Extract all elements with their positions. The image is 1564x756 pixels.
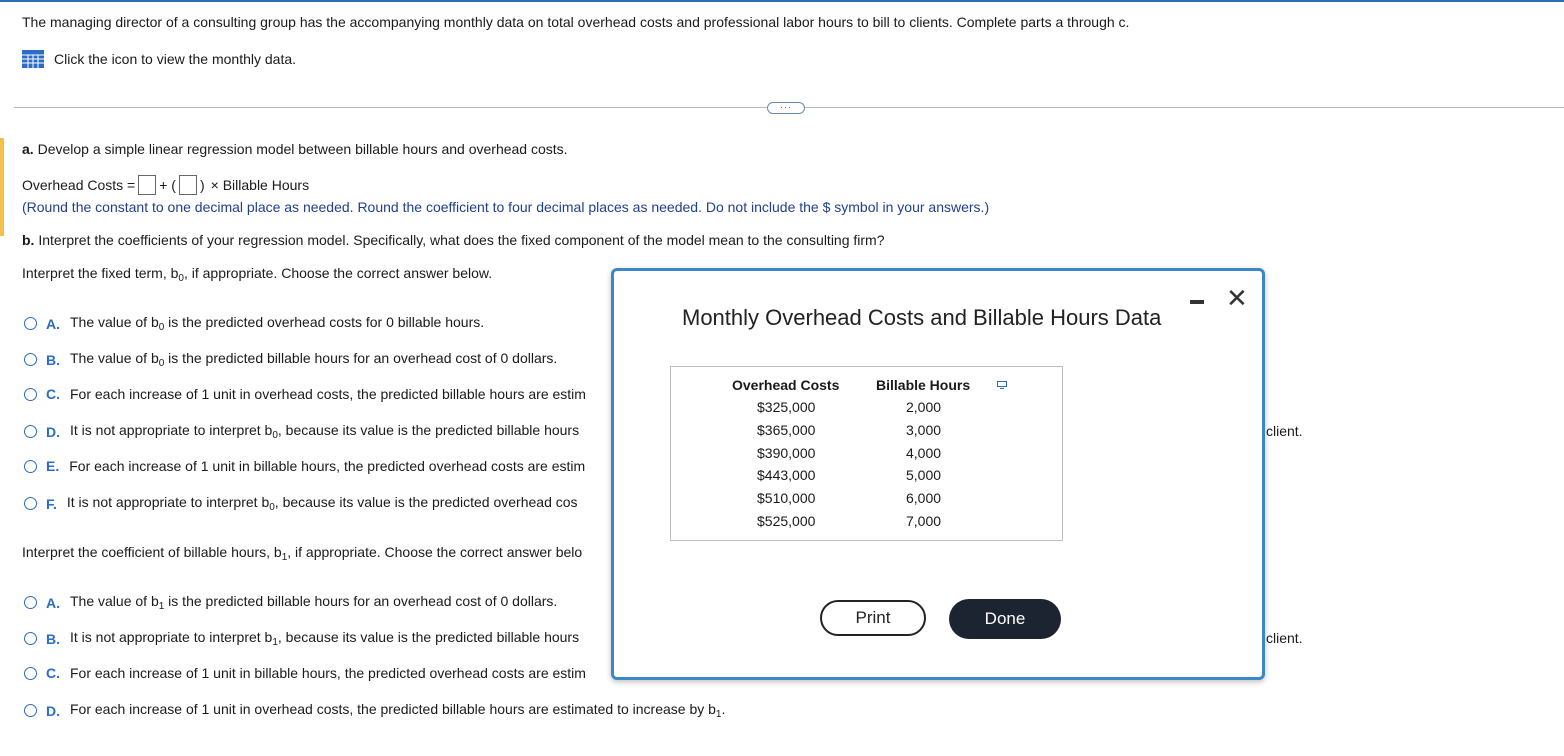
q2-prompt: [22, 544, 582, 563]
eq-plus: + (: [159, 177, 176, 193]
overhead-cost-cell: $510,000: [757, 490, 816, 507]
q2-prompt-sub: 1: [281, 552, 288, 563]
billable-hours-cell: 3,000: [906, 421, 942, 438]
option-text: [70, 350, 557, 369]
coefficient-input[interactable]: [179, 175, 197, 195]
print-button[interactable]: Print: [820, 600, 926, 636]
q2-prompt-pre: Interpret the coefficient of billable hours, b: [22, 544, 282, 560]
q1-prompt-sub: 0: [178, 273, 184, 284]
option-letter: F.: [46, 495, 57, 512]
q1-option-d-tail: client.: [1266, 423, 1303, 439]
option-text-pre: The value of b: [70, 314, 159, 330]
option-text: [70, 386, 586, 402]
option-text: [70, 629, 579, 648]
problem-intro: The managing director of a consulting group has the accompanying monthly data on total overhead costs and professional labor hours to bill to clients. Complete parts a through c.: [22, 14, 1130, 30]
option-text-pre: For each increase of 1 unit in overhead costs, the predicted billable hours are estimated to increase by b: [70, 701, 716, 717]
radio-button[interactable]: [24, 704, 37, 717]
option-subscript: 1: [715, 709, 722, 720]
part-b-text: Interpret the coefficients of your regression model. Specifically, what does the fixed component of the model mean to the consulting firm?: [38, 232, 885, 248]
option-text-pre: The value of b: [70, 350, 159, 366]
option-text-post: , because its value is the predicted billable hours: [277, 629, 580, 645]
q2-option[interactable]: [24, 629, 579, 648]
overhead-cost-cell: $443,000: [757, 467, 816, 484]
option-text-pre: For each increase of 1 unit in billable hours, the predicted overhead costs are estim: [70, 665, 586, 681]
part-b-prompt: [22, 232, 885, 248]
eq-close: ): [199, 177, 205, 193]
radio-button[interactable]: [24, 632, 37, 645]
part-a-label: a.: [22, 141, 34, 157]
option-letter: A.: [46, 594, 60, 611]
more-button[interactable]: ···: [767, 102, 805, 114]
q1-option[interactable]: [24, 314, 484, 333]
radio-button[interactable]: [24, 667, 37, 680]
option-subscript: 1: [272, 637, 278, 648]
regression-equation: [22, 175, 309, 195]
data-table: [670, 366, 1063, 541]
option-text: [69, 458, 585, 474]
option-text: [70, 701, 725, 720]
option-letter: D.: [46, 423, 60, 440]
option-text: [70, 422, 579, 441]
done-button[interactable]: Done: [949, 599, 1061, 639]
option-subscript: 0: [269, 502, 275, 513]
option-text-post: , because its value is the predicted overhead cos: [274, 494, 578, 510]
option-letter: C.: [46, 386, 60, 402]
q2-prompt-post: , if appropriate. Choose the correct answer belo: [287, 544, 583, 560]
option-letter: A.: [46, 315, 60, 332]
option-text-pre: It is not appropriate to interpret b: [70, 422, 273, 438]
option-letter: B.: [46, 351, 60, 368]
top-accent-line: [0, 0, 1564, 2]
overhead-cost-cell: $325,000: [757, 399, 816, 415]
q2-option-b-tail: client.: [1266, 630, 1303, 646]
option-text-pre: The value of b: [70, 593, 159, 609]
constant-input[interactable]: [138, 175, 156, 195]
option-text: [67, 494, 578, 513]
q1-option[interactable]: [24, 458, 585, 474]
billable-hours-cell: 6,000: [906, 490, 942, 507]
option-text-pre: It is not appropriate to interpret b: [66, 494, 270, 510]
overhead-cost-cell: $525,000: [757, 513, 816, 529]
radio-button[interactable]: [24, 388, 37, 401]
q1-prompt: [22, 265, 492, 284]
radio-button[interactable]: [24, 317, 37, 330]
monthly-data-dialog: [611, 268, 1265, 680]
rounding-note: (Round the constant to one decimal place as needed. Round the coefficient to four decimal places as needed. Do not include the $ symbol in your answers.): [22, 199, 990, 215]
radio-button[interactable]: [24, 425, 37, 438]
option-letter: B.: [46, 630, 60, 647]
eq-rhs: × Billable Hours: [210, 177, 310, 193]
option-text-post: .: [721, 701, 726, 717]
billable-hours-cell: 5,000: [906, 467, 942, 484]
option-subscript: 0: [158, 322, 165, 333]
part-a-prompt: [22, 141, 568, 157]
q1-prompt-pre: Interpret the fixed term, b: [22, 265, 179, 281]
q1-option[interactable]: [24, 350, 557, 369]
close-icon[interactable]: ✕: [1226, 283, 1248, 313]
q1-option[interactable]: [24, 386, 586, 402]
header-overhead-costs: Overhead Costs: [732, 377, 840, 393]
header-billable-hours: Billable Hours: [876, 377, 971, 393]
option-text-post: is the predicted overhead costs for 0 billable hours.: [164, 314, 485, 330]
q2-option[interactable]: [24, 593, 557, 612]
view-data-link[interactable]: [22, 50, 296, 68]
option-text-pre: For each increase of 1 unit in billable hours, the predicted overhead costs are estim: [69, 458, 586, 474]
option-text-pre: For each increase of 1 unit in overhead costs, the predicted billable hours are estim: [70, 386, 586, 402]
option-letter: C.: [46, 665, 60, 681]
overhead-cost-cell: $390,000: [757, 444, 816, 461]
option-subscript: 0: [272, 430, 278, 441]
radio-button[interactable]: [24, 596, 37, 609]
overhead-cost-cell: $365,000: [757, 421, 816, 438]
option-letter: E.: [46, 458, 60, 474]
option-text: [70, 665, 586, 681]
option-letter: D.: [46, 702, 60, 719]
part-b-label: b.: [22, 232, 35, 248]
copy-data-icon[interactable]: [997, 381, 1007, 389]
billable-hours-cell: 7,000: [906, 513, 942, 529]
option-text: [70, 314, 484, 333]
option-text: [70, 593, 557, 612]
billable-hours-cell: 4,000: [906, 444, 942, 461]
minimize-button[interactable]: [1190, 300, 1204, 304]
q1-option[interactable]: [24, 422, 579, 441]
option-text-post: is the predicted billable hours for an overhead cost of 0 dollars.: [164, 350, 558, 366]
q2-option[interactable]: [24, 665, 586, 681]
part-a-text: Develop a simple linear regression model between billable hours and overhead costs.: [37, 141, 568, 157]
option-subscript: 0: [158, 358, 165, 369]
option-text-pre: It is not appropriate to interpret b: [70, 629, 273, 645]
q2-option[interactable]: [24, 701, 725, 720]
radio-button[interactable]: [24, 497, 37, 510]
radio-button[interactable]: [24, 460, 37, 473]
q1-prompt-post: , if appropriate. Choose the correct answer below.: [183, 265, 493, 281]
option-text-post: , because its value is the predicted billable hours: [277, 422, 580, 438]
active-question-marker: [0, 138, 4, 236]
radio-button[interactable]: [24, 353, 37, 366]
dialog-title: Monthly Overhead Costs and Billable Hours Data: [682, 305, 1162, 330]
q1-option[interactable]: [24, 494, 578, 513]
option-text-post: is the predicted billable hours for an overhead cost of 0 dollars.: [164, 593, 558, 609]
view-data-label[interactable]: Click the icon to view the monthly data.: [54, 51, 297, 67]
eq-lhs: Overhead Costs =: [22, 177, 136, 193]
option-subscript: 1: [158, 601, 165, 612]
table-grid-icon[interactable]: [22, 50, 44, 68]
billable-hours-cell: 2,000: [906, 399, 942, 415]
